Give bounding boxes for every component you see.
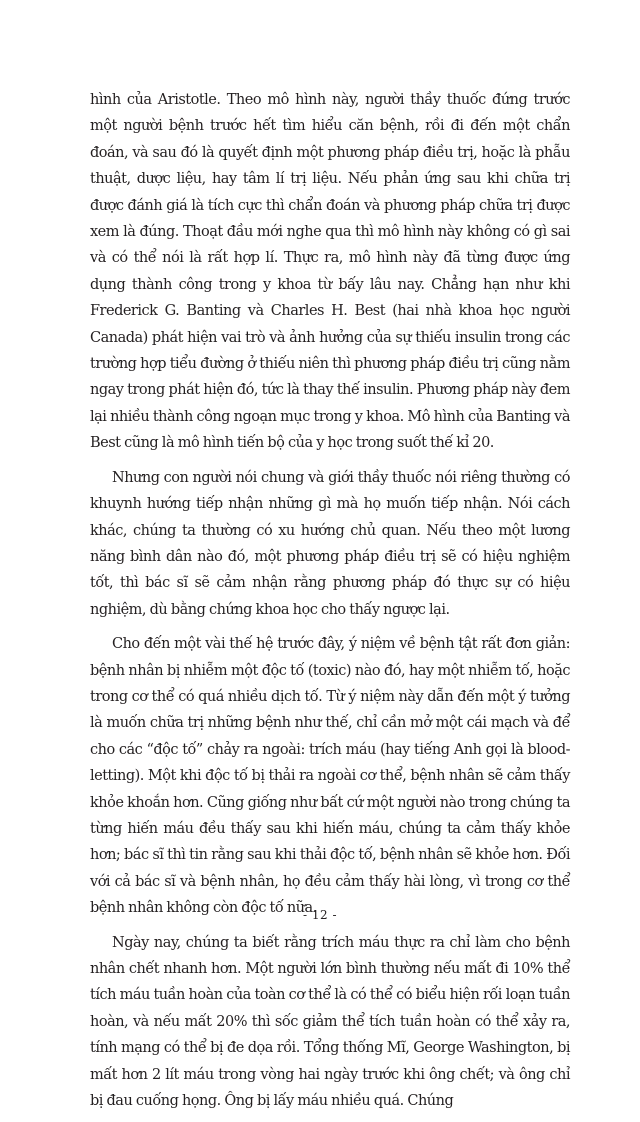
body-text (90, 87, 570, 1122)
paragraph-1: hình của Aristotle. Theo mô hình này, người thầy thuốc đứng trước một người bệnh trước hết tìm hiểu căn bệnh, rồi đi đến một chẩn đoán, và sau đó là quyết định một phương pháp điều trị, hoặc là phẫu thuật, dược liệu, hay tâm lí trị liệu. Nếu phản ứng sau khi chữa trị được đánh giá là tích cực thì chẩn đoán và phương pháp chữa trị được xem là đúng. Thoạt đầu mới nghe qua thì mô hình này không có gì sai và có thể nói là rất hợp lí. Thực ra, mô hình này đã từng được ứng dụng thành công trong y khoa từ bấy lâu nay. Chẳng hạn như khi Frederick G. Banting và Charles H. Best (hai nhà khoa học người Canada) phát hiện vai trò và ảnh hưởng của sự thiếu insulin trong các trường hợp tiểu đường ở thiếu niên thì phương pháp điều trị cũng nằm ngay trong phát hiện đó, tức là thay thế insulin. Phương pháp này đem lại nhiều thành công ngoạn mục trong y khoa. Mô hình của Banting và Best cũng là mô hình tiến bộ của y học trong suốt thế kỉ 20. (90, 92, 570, 452)
page-number: - 12 - (302, 908, 337, 922)
paragraph-3: Cho đến một vài thế hệ trước đây, ý niệm về bệnh tật rất đơn giản: bệnh nhân bị nhiễm một độc tố (toxic) nào đó, hay một nhiễm tố, hoặc trong cơ thể có quá nhiều dịch tố. Từ ý niệm này dẫn đến một ý tưởng là muốn chữa trị những bệnh như thế, chỉ cần mở một cái mạch và để cho các “độc tố” chảy ra ngoài: trích máu (hay tiếng Anh gọi là blood-letting). Một khi độc tố bị thải ra ngoài cơ thể, bệnh nhân sẽ cảm thấy khỏe khoắn hơn. Cũng giống như bất cứ một người nào trong chúng ta từng hiến máu đều thấy sau khi hiến máu, chúng ta cảm thấy khỏe hơn; bác sĩ thì tin rằng sau khi thải độc tố, bệnh nhân sẽ khỏe hơn. Đối với cả bác sĩ và bệnh nhân, họ đều cảm thấy hài lòng, vì trong cơ thể bệnh nhân không còn độc tố nữa. (90, 636, 570, 917)
paragraph-4: Ngày nay, chúng ta biết rằng trích máu thực ra chỉ làm cho bệnh nhân chết nhanh hơn. Một người lớn bình thường nếu mất đi 10% thể tích máu tuần hoàn của toàn cơ thể là có thể có biểu hiện rối loạn tuần hoàn, và nếu mất 20% thì sốc giảm thể tích tuần hoàn có thể xảy ra, tính mạng có thể bị đe dọa rồi. Tổng thống Mĩ, George Washington, bị mất hơn 2 lít máu trong vòng hai ngày trước khi ông chết; và ông chỉ bị đau cuống họng. Ông bị lấy máu nhiều quá. Chúng (90, 934, 570, 1110)
paragraph-2: Nhưng con người nói chung và giới thầy thuốc nói riêng thường có khuynh hướng tiếp nhận những gì mà họ muốn tiếp nhận. Nói cách khác, chúng ta thường có xu hướng chủ quan. Nếu theo một lương năng bình dân nào đó, một phương pháp điều trị sẽ có hiệu nghiệm tốt, thì bác sĩ sẽ cảm nhận rằng phương pháp đó thực sự có hiệu nghiệm, dù bằng chứng khoa học cho thấy ngược lại. (90, 469, 570, 618)
